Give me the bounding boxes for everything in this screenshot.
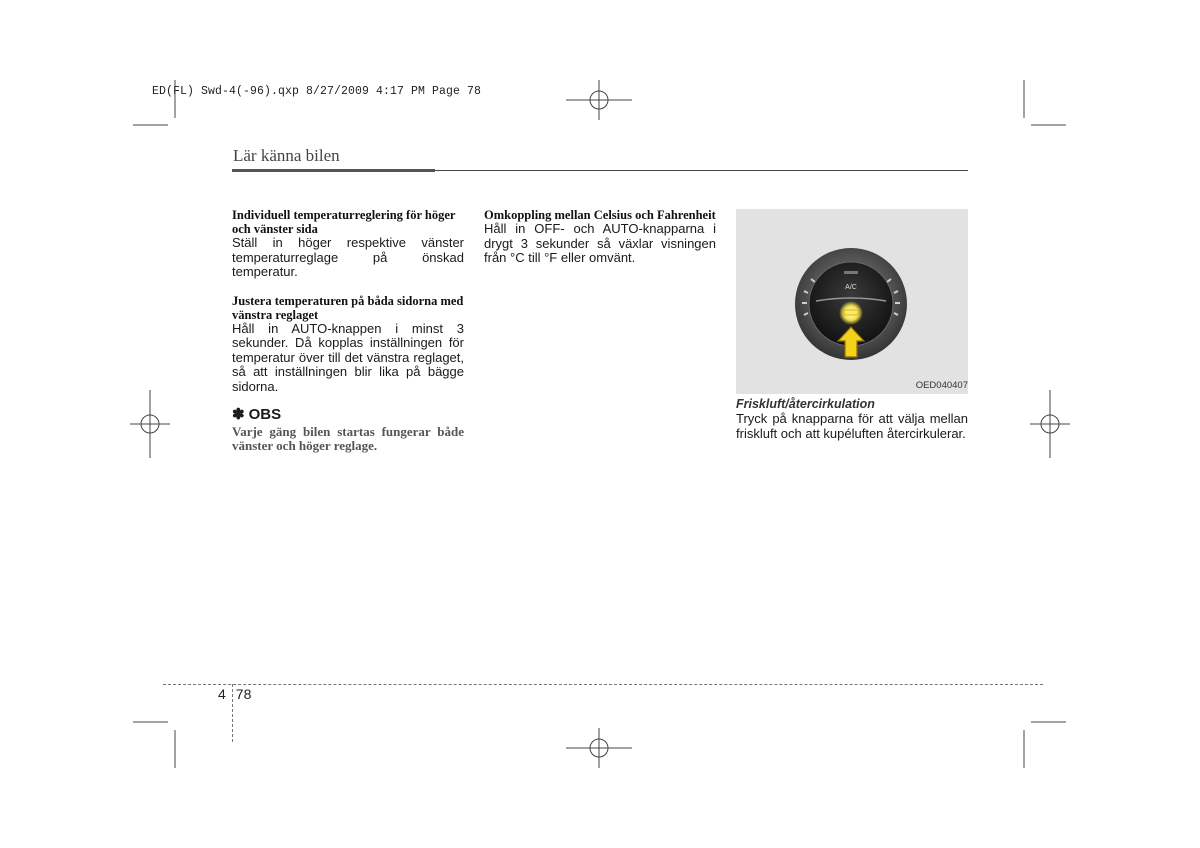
registration-mark-right xyxy=(1030,390,1070,458)
chapter-number: 4 xyxy=(218,686,226,702)
text-both-sides: Håll in AUTO-knappen i minst 3 sekunder. Då kopplas inställningen för temperatur över till det vänstra reglaget, så att inställningen blir lika på bägge sidorna. xyxy=(232,320,464,394)
note-heading xyxy=(232,408,464,423)
knob-indicator xyxy=(844,271,858,274)
section-title: Lär känna bilen xyxy=(233,146,340,165)
heading-celsius-fahrenheit: Omkoppling mellan Celsius och Fahrenheit xyxy=(484,208,716,222)
caption-text: Tryck på knapparna för att välja mellan friskluft och att kupéluften återcirkulerar. xyxy=(736,411,968,441)
header-rule-dark xyxy=(232,169,435,172)
page-number xyxy=(218,686,251,702)
heading-both-sides: Justera temperaturen på båda sidorna med vänstra reglaget xyxy=(232,293,464,322)
footer-dashed-rule xyxy=(163,684,1043,685)
registration-mark-bottom xyxy=(566,728,632,768)
note-label: OBS xyxy=(248,406,282,423)
figure-code: OED040407 xyxy=(915,380,968,391)
asterisk-icon: ✽ xyxy=(232,406,245,423)
header-rule-thin xyxy=(435,170,968,171)
note-text: Varje gäng bilen startas fungerar både vänster och höger reglage. xyxy=(232,423,464,453)
print-slug: ED(FL) Swd-4(-96).qxp 8/27/2009 4:17 PM Page 78 xyxy=(152,85,482,98)
figure-climate-knob xyxy=(736,209,968,394)
text-celsius-fahrenheit: Håll in OFF- och AUTO-knapparna i drygt 3 sekunder så växlar visningen från °C till °F eller omvänt. xyxy=(484,221,716,265)
text-individual-temp: Ställ in höger respektive vänster temperaturreglage på önskad temperatur. xyxy=(232,235,464,279)
registration-mark-top xyxy=(566,80,632,120)
climate-control-knob-illustration xyxy=(736,209,968,384)
page-number-value: 78 xyxy=(235,686,252,702)
registration-mark-left xyxy=(130,390,170,458)
ac-button-label: A/C xyxy=(845,284,857,291)
recirculation-indicator xyxy=(844,310,858,315)
heading-individual-temp: Individuell temperaturreglering för höger och vänster sida xyxy=(232,208,456,236)
section-both-sides xyxy=(232,294,464,395)
section-individual-temp xyxy=(232,208,464,280)
column-middle xyxy=(484,208,716,266)
caption-title: Friskluft/återcirkulation xyxy=(736,397,875,411)
column-left xyxy=(232,208,464,454)
